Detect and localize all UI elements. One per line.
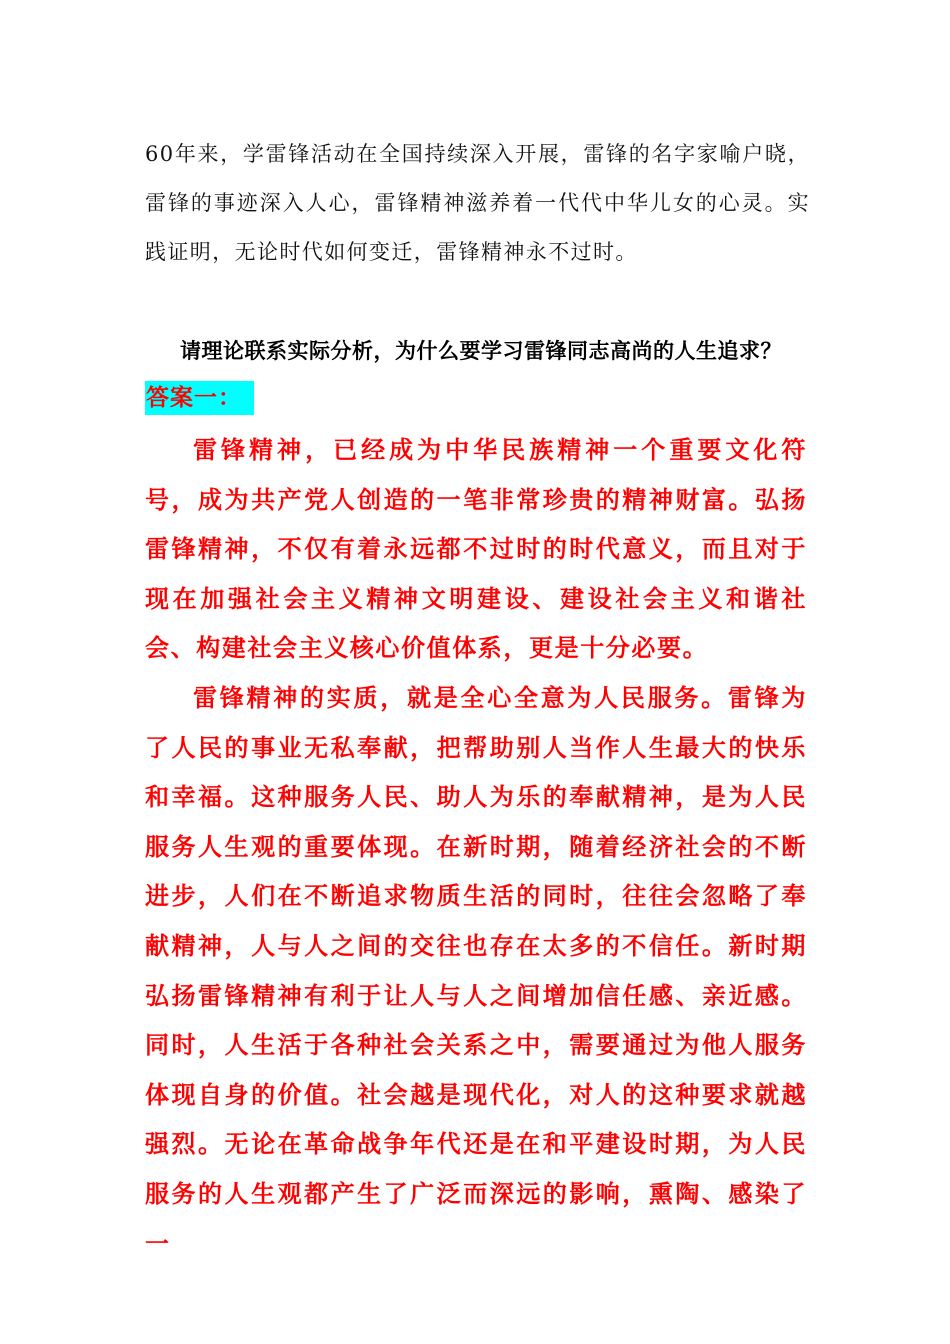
intro-paragraph: 60年来，学雷锋活动在全国持续深入开展，雷锋的名字家喻户晓，雷锋的事迹深入人心，雷锋精神滋养着一代代中华儿女的心灵。实践证明，无论时代如何变迁，雷锋精神永不过时。 — [145, 142, 810, 264]
answer-paragraph: 雷锋精神，已经成为中华民族精神一个重要文化符号，成为共产党人创造的一笔非常珍贵的精神财富。弘扬雷锋精神，不仅有着永远都不过时的时代意义，而且对于现在加强社会主义精神文明建设、建设社会主义和谐社会、构建社会主义核心价值体系，更是十分必要。 — [145, 435, 807, 663]
answer-body — [145, 425, 807, 1268]
question-heading: 请理论联系实际分析，为什么要学习雷锋同志高尚的人生追求？ — [180, 338, 782, 363]
answer-label: 答案一： — [145, 381, 254, 415]
answer-paragraph: 雷锋精神的实质，就是全心全意为人民服务。雷锋为了人民的事业无私奉献，把帮助别人当作人生最大的快乐和幸福。这种服务人民、助人为乐的奉献精神，是为人民服务人生观的重要体现。在新时期，随着经济社会的不断进步，人们在不断追求物质生活的同时，往往会忽略了奉献精神，人与人之间的交往也存在太多的不信任。新时期弘扬雷锋精神有利于让人与人之间增加信任感、亲近感。同时，人生活于各种社会关系之中，需要通过为他人服务体现自身的价值。社会越是现代化，对人的这种要求就越强烈。无论在革命战争年代还是在和平建设时期，为人民服务的人生观都产生了广泛而深远的影响，熏陶、感染了一 — [145, 682, 807, 1258]
